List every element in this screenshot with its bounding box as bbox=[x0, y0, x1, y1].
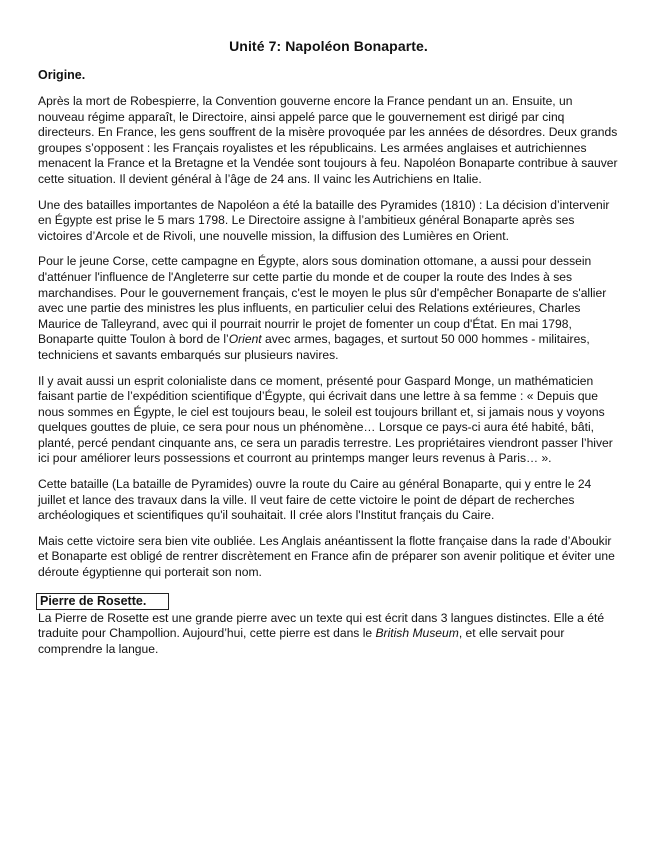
paragraph-rosette-1 bbox=[38, 611, 619, 658]
paragraph-origine-4: Il y avait aussi un esprit colonialiste dans ce moment, présenté pour Gaspard Monge, un mathématicien faisant partie de l’expédition scientifique d’Égypte, qui écrivait dans une lettre à sa femme : « Depuis que nous sommes en Égypte, le ciel est toujours beau, le soleil est toujours brillant et, si jamais nous y voyons quelques gouttes de pluie, ce sera pour nous un phénomène… Lorsque ce pays-ci aura été habité, bâti, planté, percé pendant cinquante ans, ce sera un paradis terrestre. Les propriétaires viendront passer l’hiver ici pour améliorer leurs possessions et courront au printemps manger leurs revenus à Paris… ». bbox=[38, 373, 613, 466]
museum-name-italic: British Museum bbox=[375, 626, 459, 641]
section-heading-origine: Origine. bbox=[38, 68, 86, 82]
paragraph-text: avec armes, bagages, et surtout 50 000 hommes - militaires, techniciens et savants embarqués sur plusieurs navires. bbox=[38, 332, 590, 362]
paragraph-origine-5: Cette bataille (La bataille de Pyramides) ouvre la route du Caire au général Bonaparte, qui y entre le 24 juillet et lance des travaux dans la ville. Il veut faire de cette victoire le point de départ de recherches archéologiques et scientifiques qu'il souhaitait. Il crée alors l'Institut français du Caire. bbox=[38, 477, 592, 523]
paragraph-origine-3 bbox=[38, 254, 619, 363]
paragraph-text: La Pierre de Rosette est une grande pierre avec un texte qui est écrit dans 3 langues distinctes. Elle a été traduite pour Champollion. Aujourd’hui, cette pierre est dans le bbox=[38, 610, 605, 641]
ship-name-italic: Orient bbox=[228, 332, 262, 347]
paragraph-origine-2: Une des batailles importantes de Napoléon a été la bataille des Pyramides (1810) : La décision d’intervenir en Égypte est prise le 5 mars 1798. Le Directoire assigne à l’ambitieux général Bonaparte après ses victoires d’Arcole et de Rivoli, une nouvelle mission, la diffusion des Lumières en Orient. bbox=[38, 197, 610, 243]
page-title: Unité 7: Napoléon Bonaparte. bbox=[229, 38, 428, 54]
section-heading-rosette: Pierre de Rosette. bbox=[36, 593, 169, 610]
paragraph-text: Pour le jeune Corse, cette campagne en Égypte, alors sous domination ottomane, a aussi pour dessein d'atténuer l'influence de l'Angleterre sur cette partie du monde et de couper la route des Indes à ses marchandises. Pour le gouvernement français, c'est le moyen le plus sûr d'empêcher Bonaparte de s'allier avec une partie des ministres les plus influents, en particulier celui des Relations extérieures, Charles Maurice de Talleyrand, avec qui il pourrait nourrir le projet de fomenter un coup d'État. En mai 1798, Bonaparte quitte Toulon à bord de l’ bbox=[38, 254, 607, 347]
paragraph-origine-6: Mais cette victoire sera bien vite oubliée. Les Anglais anéantissent la flotte française dans la rade d’Aboukir et Bonaparte est obligé de rentrer discrètement en France afin de préparer son avenir politique et éviter une déroute égyptienne qui porterait son nom. bbox=[38, 533, 615, 580]
paragraph-text: , et elle servait pour comprendre la langue. bbox=[38, 626, 565, 656]
paragraph-origine-1: Après la mort de Robespierre, la Convention gouverne encore la France pendant un an. Ensuite, un nouveau régime apparaît, le Directoire, ainsi appelé parce que le gouvernement est dirigé par cinq directeurs. En France, les gens souffrent de la misère provoquée par les années de désordres. Deux grands groupes s’opposent : les Français royalistes et les républicains. Les armées anglaises et autrichiennes menacent la France et la Bretagne et la Vendée sont toujours à feu. Napoléon Bonaparte contribue à sauver cette situation. Il devient général à l’âge de 24 ans. Il vainc les Autrichiens en Italie. bbox=[38, 94, 618, 186]
